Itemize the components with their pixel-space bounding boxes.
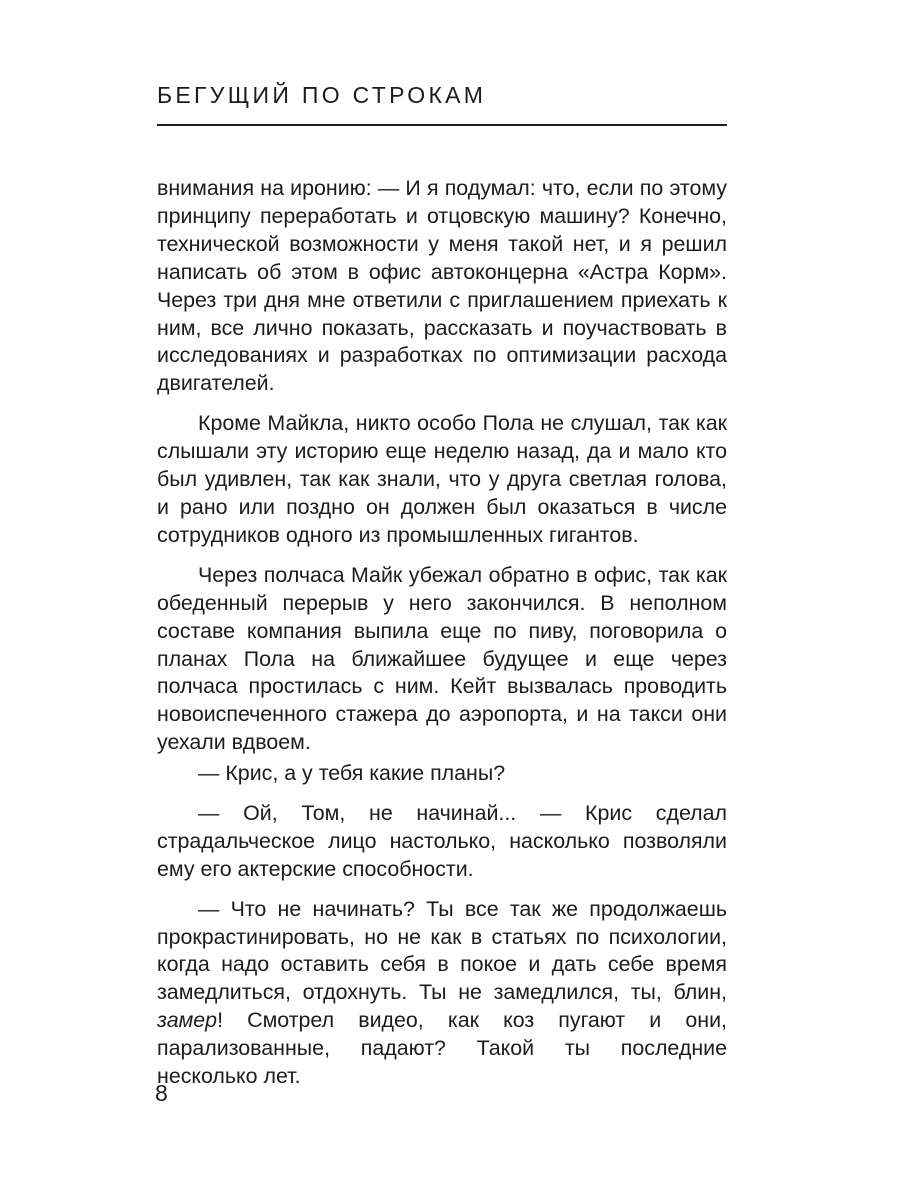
dialogue-paragraph bbox=[157, 896, 727, 1091]
running-header-title: БЕГУЩИЙ ПО СТРОКАМ bbox=[157, 82, 487, 108]
dialogue-paragraph: — Ой, Том, не начинай... — Крис сделал страдальческое лицо настолько, насколько позволяли ему его актерские способности. bbox=[157, 800, 727, 881]
page-number: 8 bbox=[155, 1080, 168, 1106]
paragraph: Кроме Майкла, никто особо Пола не слушал, так как слышали эту историю еще неделю назад, да и мало кто был удивлен, так как знали, что у друга светлая голова, и рано или поздно он должен был оказаться в числе сотрудников одного из промышленных гигантов. bbox=[157, 411, 727, 547]
text-block-top bbox=[157, 175, 727, 757]
paragraph: внимания на иронию: — И я подумал: что, если по этому принципу переработать и отцовскую машину? Конечно, технической возможности у меня такой нет, и я решил написать об этом в офис автоконцерна «Астра Корм». Через три дня мне ответили с приглашением приехать к ним, все лично показать, рассказать и поучаствовать в исследованиях и разработках по оптимизации расхода двигателей. bbox=[157, 176, 727, 396]
dialogue-text: ! Смотрел видео, как коз пугают и они, парализованные, падают? Такой ты последние несколько лет. bbox=[157, 1008, 727, 1089]
dialogue-text: — Что не начинать? Ты все так же продолжаешь прокрастинировать, но не как в статьях по психологии, когда надо оставить себя в покое и дать себе время замедлиться, отдохнуть. Ты не замедлился, ты, блин, bbox=[157, 896, 727, 1005]
dialogue-paragraph: — Крис, а у тебя какие планы? bbox=[198, 761, 506, 785]
emphasized-word: замер bbox=[157, 1008, 218, 1033]
header-divider bbox=[157, 124, 727, 126]
text-block-dialogue bbox=[157, 760, 727, 1091]
paragraph: Через полчаса Майк убежал обратно в офис, так как обеденный перерыв у него закончился. В неполном составе компания выпила еще по пиву, поговорила о планах Пола на ближайшее будущее и еще через полчаса простилась с ним. Кейт вызвалась проводить новоиспеченного стажера до аэропорта, и на такси они уехали вдвоем. bbox=[157, 562, 727, 755]
